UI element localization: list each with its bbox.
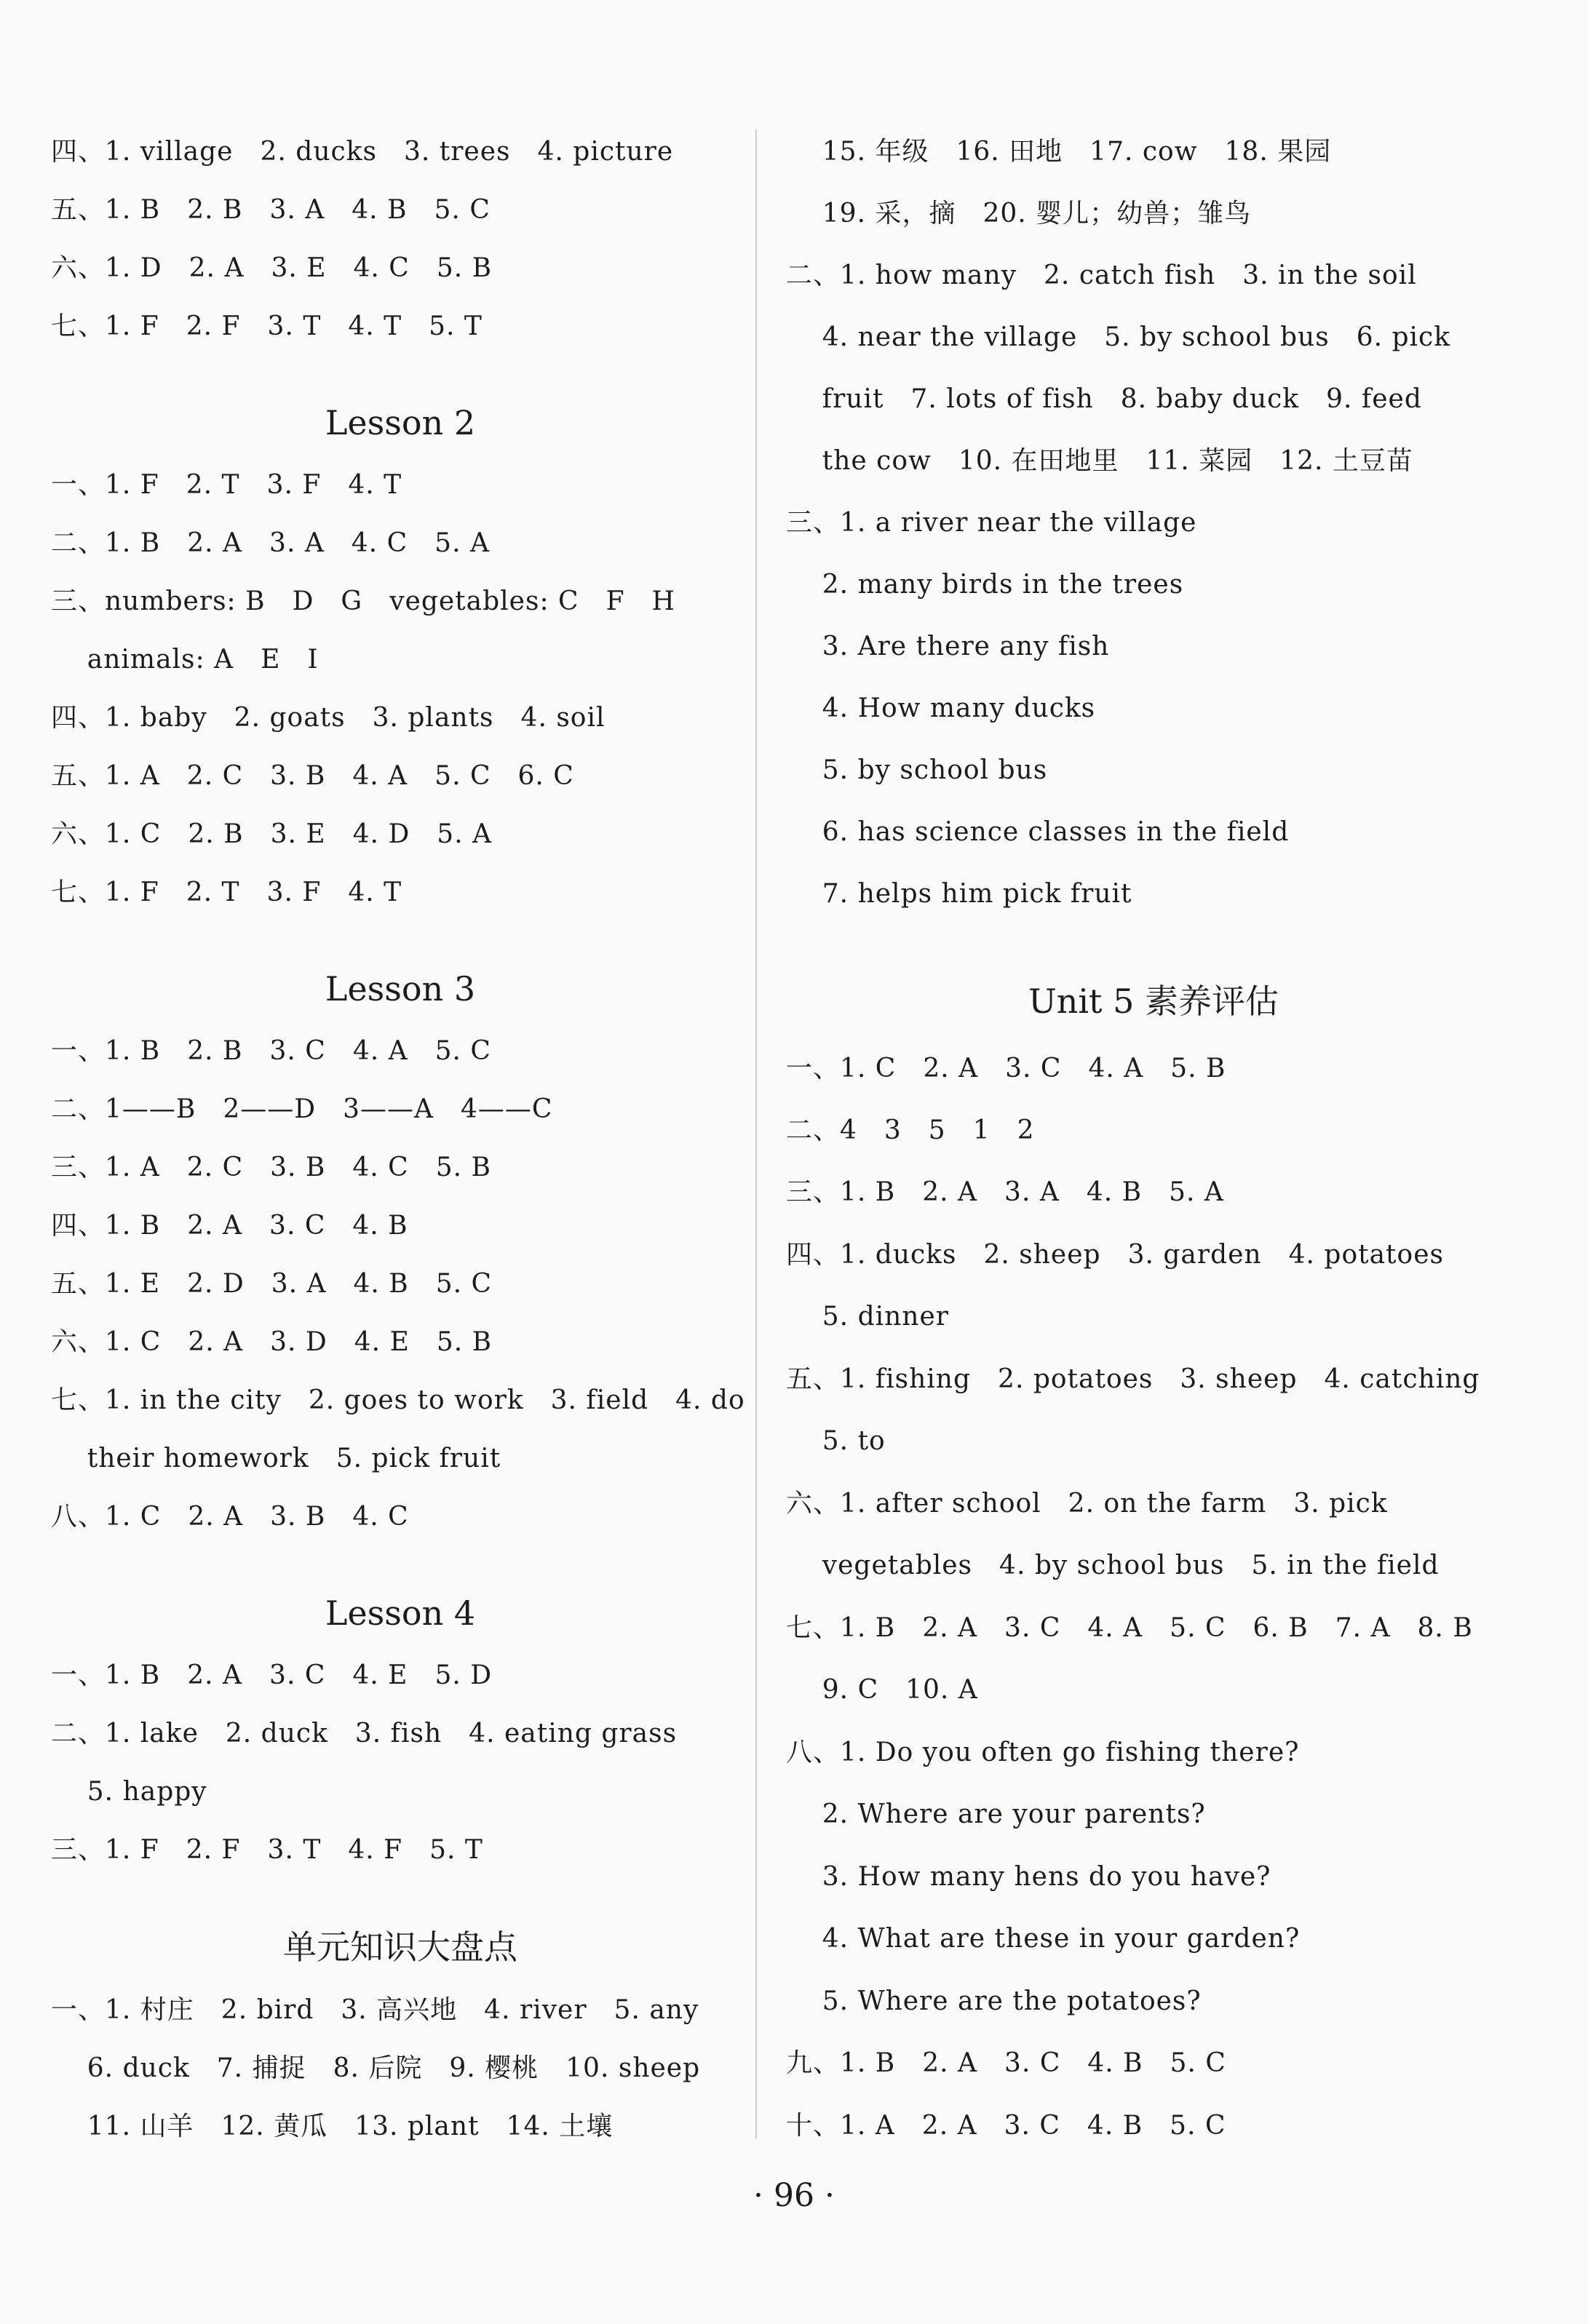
answer-line: 二、4 3 5 1 2 [786,1115,1035,1145]
page-number: · 96 · [753,2177,835,2214]
answer-line: 六、1. C 2. A 3. D 4. E 5. B [51,1327,493,1357]
answer-line: 二、1. lake 2. duck 3. fish 4. eating grass [51,1719,678,1748]
answer-line: 三、1. F 2. F 3. T 4. F 5. T [51,1835,483,1865]
answer-line: 6. duck 7. 捕捉 8. 后院 9. 樱桃 10. sheep [51,2053,701,2083]
answer-line: 七、1. B 2. A 3. C 4. A 5. C 6. B 7. A 8. B [786,1613,1473,1643]
answer-line: 三、1. A 2. C 3. B 4. C 5. B [51,1153,491,1182]
answer-line: 十、1. A 2. A 3. C 4. B 5. C [786,2111,1226,2141]
answer-line: 5. to [786,1426,886,1456]
answer-line: 一、1. B 2. B 3. C 4. A 5. C [51,1036,491,1066]
answer-line: 4. How many ducks [786,693,1096,723]
answer-line: 五、1. fishing 2. potatoes 3. sheep 4. catching [786,1364,1480,1394]
answer-line: 9. C 10. A [786,1675,978,1705]
answer-line: 三、1. B 2. A 3. A 4. B 5. A [786,1177,1224,1207]
section-title-lesson-2: Lesson 2 [325,403,476,442]
answer-line: 2. Where are your parents? [786,1799,1206,1829]
column-divider [755,130,757,2139]
answer-line: 九、1. B 2. A 3. C 4. B 5. C [786,2048,1226,2078]
answer-line: the cow 10. 在田地里 11. 菜园 12. 土豆苗 [786,446,1413,476]
answer-line: 11. 山羊 12. 黄瓜 13. plant 14. 土壤 [51,2112,614,2141]
answer-line: their homework 5. pick fruit [51,1444,501,1473]
answer-line: 五、1. B 2. B 3. A 4. B 5. C [51,195,491,225]
answer-line: 5. happy [51,1777,207,1807]
answer-line: 八、1. Do you often go fishing there? [786,1738,1300,1767]
answer-line: 七、1. F 2. F 3. T 4. T 5. T [51,311,483,341]
answer-line: vegetables 4. by school bus 5. in the field [786,1551,1440,1580]
answer-line: 5. dinner [786,1302,950,1332]
answer-line: 四、1. B 2. A 3. C 4. B [51,1211,408,1241]
answer-line: 七、1. in the city 2. goes to work 3. field 4. do [51,1385,745,1415]
answer-line: fruit 7. lots of fish 8. baby duck 9. feed [786,384,1422,414]
answer-line: 4. What are these in your garden? [786,1924,1301,1954]
answer-line: 四、1. baby 2. goats 3. plants 4. soil [51,703,606,733]
answer-line: 四、1. village 2. ducks 3. trees 4. picture [51,137,674,167]
answer-line: animals: A E I [51,645,319,674]
answer-line: 6. has science classes in the field [786,817,1290,847]
answer-line: 二、1——B 2——D 3——A 4——C [51,1094,553,1124]
answer-line: 7. helps him pick fruit [786,879,1132,909]
answer-line: 二、1. how many 2. catch fish 3. in the soil [786,260,1417,290]
answer-line: 15. 年级 16. 田地 17. cow 18. 果园 [786,137,1332,167]
answer-line: 二、1. B 2. A 3. A 4. C 5. A [51,528,490,558]
answer-line: 六、1. D 2. A 3. E 4. C 5. B [51,253,493,283]
answer-line: 五、1. A 2. C 3. B 4. A 5. C 6. C [51,761,574,791]
answer-line: 三、numbers: B D G vegetables: C F H [51,586,675,616]
answer-line: 2. many birds in the trees [786,570,1184,600]
answer-line: 六、1. C 2. B 3. E 4. D 5. A [51,819,493,849]
answer-line: 3. How many hens do you have? [786,1862,1271,1892]
section-title-lesson-3: Lesson 3 [325,969,476,1008]
answer-line: 5. by school bus [786,755,1048,785]
answer-line: 八、1. C 2. A 3. B 4. C [51,1502,409,1532]
section-title-unit5-assessment: Unit 5 素养评估 [1028,982,1279,1021]
section-title-lesson-4: Lesson 4 [325,1593,476,1633]
answer-line: 三、1. a river near the village [786,508,1197,538]
answer-line: 19. 采，摘 20. 婴儿；幼兽；雏鸟 [786,199,1252,228]
answer-line: 3. Are there any fish [786,632,1110,661]
answer-line: 六、1. after school 2. on the farm 3. pick [786,1489,1388,1519]
answer-line: 五、1. E 2. D 3. A 4. B 5. C [51,1269,493,1299]
answer-line: 七、1. F 2. T 3. F 4. T [51,878,402,907]
answer-line: 一、1. 村庄 2. bird 3. 高兴地 4. river 5. any [51,1995,699,2025]
section-title-unit-summary: 单元知识大盘点 [283,1927,517,1967]
answer-line: 一、1. F 2. T 3. F 4. T [51,470,402,500]
answer-line: 四、1. ducks 2. sheep 3. garden 4. potatoes [786,1240,1444,1270]
answer-line: 5. Where are the potatoes? [786,1986,1202,2016]
answer-line: 一、1. B 2. A 3. C 4. E 5. D [51,1660,493,1690]
answer-line: 一、1. C 2. A 3. C 4. A 5. B [786,1054,1226,1083]
answer-line: 4. near the village 5. by school bus 6. pick [786,322,1451,352]
